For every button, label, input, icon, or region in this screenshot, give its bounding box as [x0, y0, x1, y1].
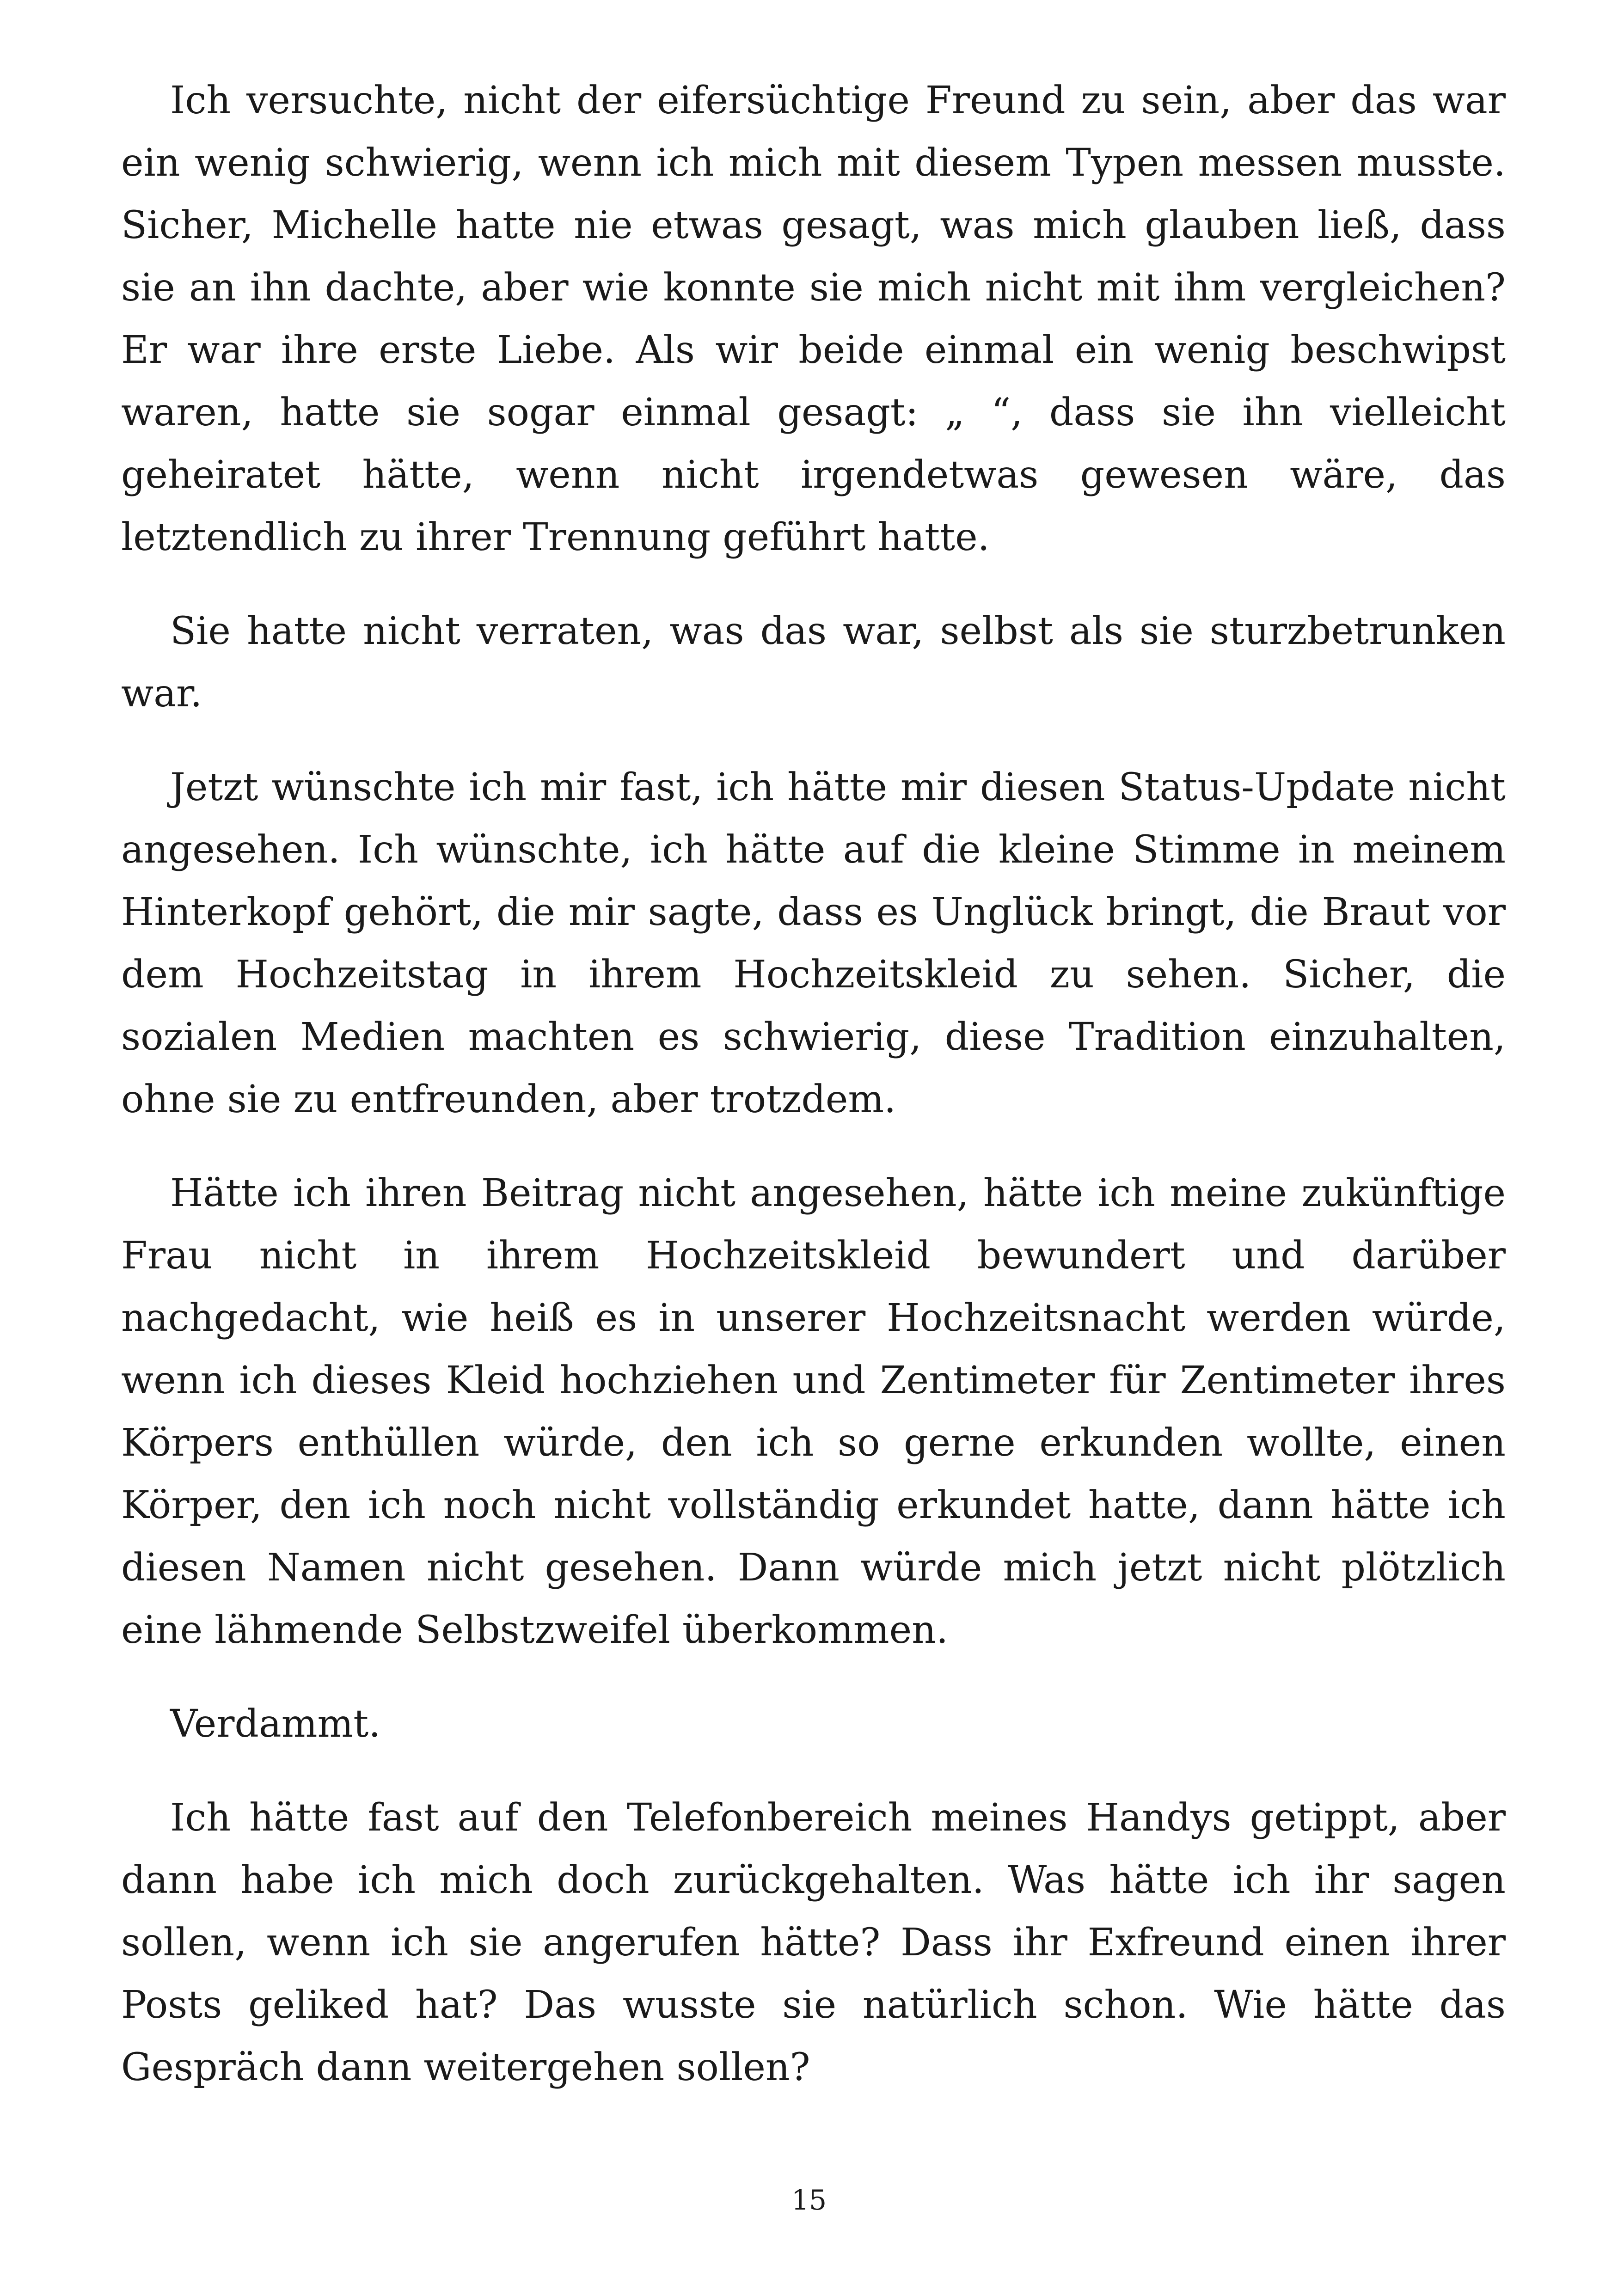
paragraph: Jetzt wünschte ich mir fast, ich hätte mir diesen Status-Update nicht angesehen. Ich wünschte, ich hätte auf die kleine Stimme in meinem Hinterkopf gehört, die mir sagte, dass es Unglück bringt, die Braut vor dem Hochzeitstag in ihrem Hochzeitskleid zu sehen. Sicher, die sozialen Medien machten es schwierig, diese Tradition einzuhalten, ohne sie zu entfreunden, aber trotzdem. [121, 765, 1506, 1121]
paragraph: Sie hatte nicht verraten, was das war, selbst als sie sturzbetrunken war. [121, 609, 1506, 716]
paragraph: Ich hätte fast auf den Telefonbereich meines Handys getippt, aber dann habe ich mich doch zurückgehalten. Was hätte ich ihr sagen sollen, wenn ich sie angerufen hätte? Dass ihr Exfreund einen ihrer Posts geliked hat? Das wusste sie natürlich schon. Wie hätte das Gespräch dann weitergehen sollen? [121, 1796, 1506, 2089]
body-text [121, 69, 1506, 2130]
paragraph: Ich versuchte, nicht der eifersüchtige Freund zu sein, aber das war ein wenig schwierig, wenn ich mich mit diesem Typen messen musste. Sicher, Michelle hatte nie etwas gesagt, was mich glauben ließ, dass sie an ihn dachte, aber wie konnte sie mich nicht mit ihm vergleichen? Er war ihre erste Liebe. Als wir beide einmal ein wenig beschwipst waren, hatte sie sogar einmal gesagt: „ “, dass sie ihn vielleicht geheiratet hätte, wenn nicht irgendetwas gewesen wäre, das letztendlich zu ihrer Trennung geführt hatte. [121, 79, 1506, 559]
paragraph: Verdammt. [170, 1702, 381, 1746]
page-number: 15 [791, 2184, 827, 2216]
paragraph: Hätte ich ihren Beitrag nicht angesehen, hätte ich meine zukünftige Frau nicht in ihrem Hochzeitskleid bewundert und darüber nachgedacht, wie heiß es in unserer Hochzeitsnacht werden würde, wenn ich dieses Kleid hochziehen und Zentimeter für Zentimeter ihres Körpers enthüllen würde, den ich so gerne erkunden wollte, einen Körper, den ich noch nicht vollständig erkundet hatte, dann hätte ich diesen Namen nicht gesehen. Dann würde mich jetzt nicht plötzlich eine lähmende Selbstzweifel überkommen. [121, 1171, 1506, 1652]
